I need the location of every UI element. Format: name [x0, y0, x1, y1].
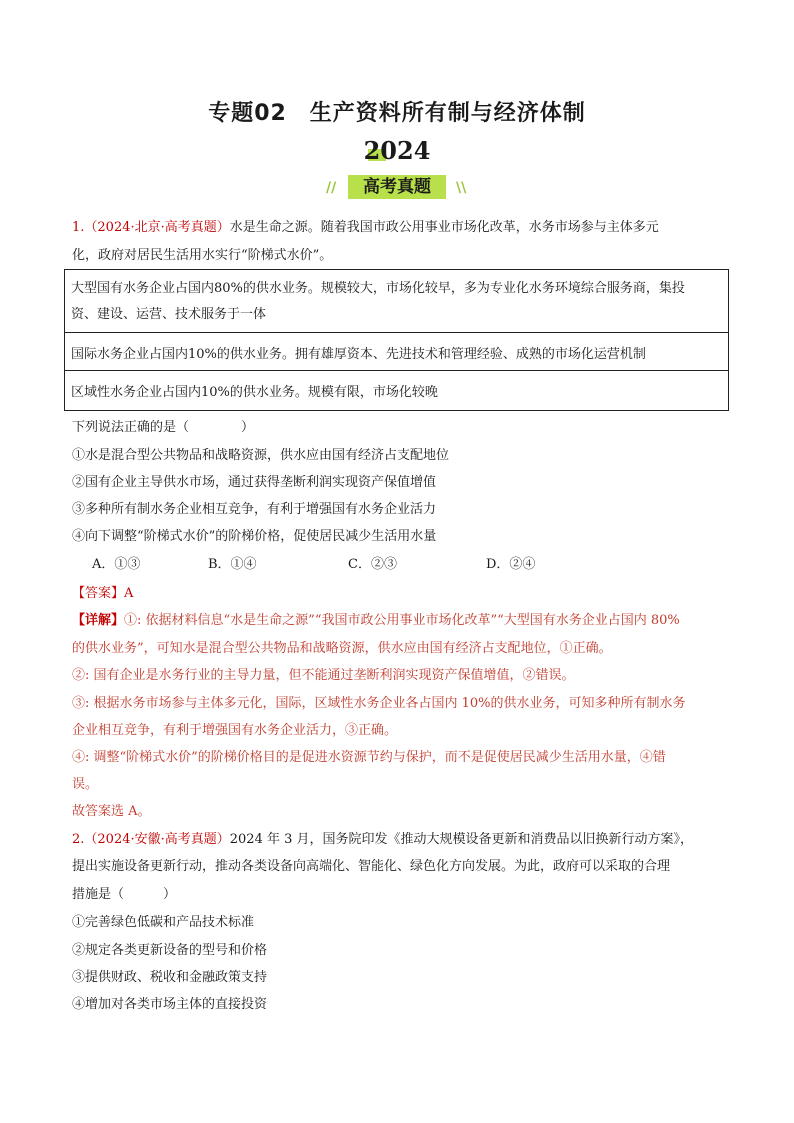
material-table — [64, 269, 729, 411]
detail-line-4: ③: 根据水务市场参与主体多元化，国际，区域性水务企业各占国内 10%的供水业务，可知多种所有制水务 — [72, 696, 686, 711]
q1-stem-line-2: 化，政府对居民生活用水实行“阶梯式水价”。 — [72, 248, 333, 263]
q2-item-1: ①完善绿色低碳和产品技术标准 — [72, 915, 255, 930]
banner-right-decoration: \\ — [456, 180, 467, 196]
detail-text: ①: 依据材料信息“水是生命之源”“我国市政公用事业市场化改革”“大型国有水务企业占国内 80% — [124, 613, 680, 628]
table-divider — [65, 370, 728, 371]
q2-item-4: ④增加对各类市场主体的直接投资 — [72, 997, 268, 1012]
answer-line — [72, 582, 133, 601]
section-banner: 高考真题 — [363, 177, 431, 197]
q2-source: 2.（2024·安徽·高考真题） — [72, 832, 230, 847]
table-row-2: 国际水务企业占国内10%的供水业务。拥有雄厚资本、先进技术和管理经验、成熟的市场化运营机制 — [71, 347, 646, 362]
conclusion: 故答案选 A。 — [72, 804, 151, 819]
q1-source: 1.（2024·北京·高考真题） — [72, 220, 230, 235]
table-row-1-line-2: 资、建设、运营、技术服务于一体 — [71, 307, 267, 322]
q1-item-2: ②国有企业主导供水市场，通过获得垄断利润实现资产保值增值 — [72, 475, 437, 490]
q1-item-1: ①水是混合型公共物品和战略资源，供水应由国有经济占支配地位 — [72, 448, 450, 463]
q1-item-3: ③多种所有制水务企业相互竞争，有利于增强国有水务企业活力 — [72, 502, 437, 517]
option-d: D．②④ — [486, 557, 536, 572]
detail-line-1 — [72, 609, 680, 628]
table-row-1-line-1: 大型国有水务企业占国内80%的供水业务。规模较大，市场化较早，多为专业化水务环境综合服务商，集投 — [71, 281, 685, 296]
q2-item-2: ②规定各类更新设备的型号和价格 — [72, 943, 268, 958]
option-b: B．①④ — [208, 557, 257, 572]
q1-stem-line-1 — [72, 216, 659, 235]
q2-stem-text: 2024 年 3 月，国务院印发《推动大规模设备更新和消费品以旧换新行动方案》， — [229, 832, 694, 847]
q2-stem-line-1 — [72, 828, 693, 847]
answer-label: 【答案】 — [72, 586, 125, 601]
q2-item-3: ③提供财政、税收和金融政策支持 — [72, 970, 268, 985]
detail-line-6: ④: 调整“阶梯式水价”的阶梯价格目的是促进水资源节约与保护，而不是促使居民减少生活用水量，④错 — [72, 750, 666, 765]
banner-left-decoration: // — [326, 180, 337, 196]
q1-item-4: ④向下调整“阶梯式水价”的阶梯价格，促使居民减少生活用水量 — [72, 529, 437, 544]
q1-stem-text: 水是生命之源。随着我国市政公用事业市场化改革，水务市场参与主体多元 — [229, 220, 659, 235]
q2-stem-line-2: 提出实施设备更新行动，推动各类设备向高端化、智能化、绿色化方向发展。为此，政府可以采取的合理 — [72, 859, 671, 874]
detail-line-2: 的供水业务”，可知水是混合型公共物品和战略资源，供水应由国有经济占支配地位，①正确。 — [72, 641, 612, 656]
page-title: 专题02 生产资料所有制与经济体制 — [208, 101, 586, 126]
year-heading: 2024 — [363, 136, 431, 165]
answer-value: A — [124, 586, 134, 601]
table-row-3: 区域性水务企业占国内10%的供水业务。规模有限，市场化较晚 — [71, 385, 438, 400]
detail-line-3: ②: 国有企业是水务行业的主导力量，但不能通过垄断利润实现资产保值增值，②错误。 — [72, 668, 575, 683]
detail-line-7: 误。 — [72, 777, 99, 792]
detail-label: 【详解】 — [72, 613, 125, 628]
table-divider — [65, 332, 728, 333]
detail-line-5: 企业相互竞争，有利于增强国有水务企业活力，③正确。 — [72, 723, 398, 738]
option-c: C．②③ — [348, 557, 397, 572]
option-a: A．①③ — [92, 557, 141, 572]
q1-question: 下列说法正确的是（ ） — [72, 420, 255, 435]
q2-stem-line-3: 措施是（ ） — [72, 887, 177, 902]
